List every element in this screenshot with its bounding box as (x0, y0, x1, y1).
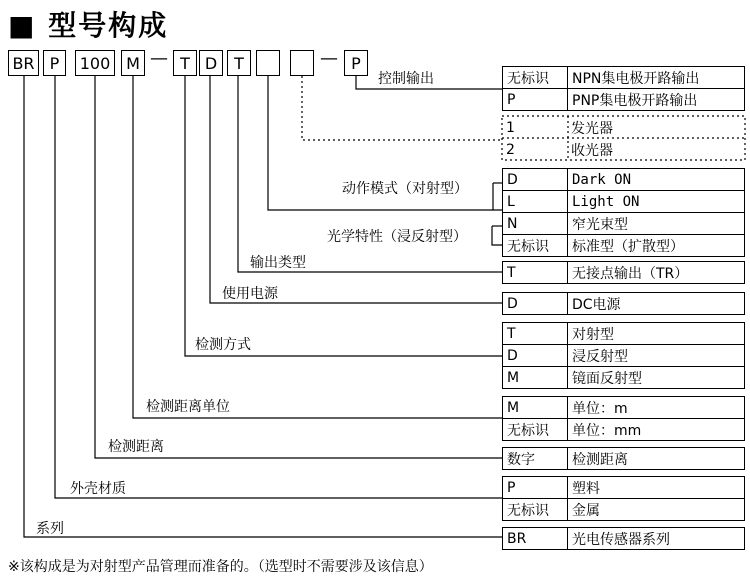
table-cell-desc: 光电传感器系列 (567, 527, 745, 550)
table-cell-code: D (502, 292, 568, 315)
table-cell-code: 2 (506, 141, 515, 158)
label-housing: 外壳材质 (70, 481, 126, 497)
code-segment-detection-method: T (173, 50, 197, 76)
table-cell-desc: 窄光束型 (567, 212, 745, 235)
table-cell-code: T (502, 261, 568, 284)
label-series: 系列 (36, 521, 64, 537)
table-cell-desc: 收光器 (571, 142, 613, 159)
code-segment-distance: 100 (75, 50, 115, 76)
table-cell-code: P (502, 88, 568, 111)
page-title: ■ 型号构成 (8, 9, 169, 42)
table-cell-code: L (502, 190, 568, 213)
table-cell-desc: Light ON (567, 190, 745, 213)
table-cell-desc: 对射型 (567, 322, 745, 345)
code-segment-power: D (199, 50, 223, 76)
code-segment-housing: P (43, 50, 66, 76)
table-cell-code: M (502, 396, 568, 419)
label-action-mode: 动作模式（对射型） (342, 181, 468, 197)
table-cell-desc: 塑料 (567, 476, 745, 499)
table-cell-code: 无标识 (502, 418, 568, 441)
label-power: 使用电源 (222, 286, 278, 302)
code-dash: — (320, 48, 338, 69)
code-segment-distance-unit: M (121, 50, 145, 76)
table-cell-desc: 单位：mm (567, 418, 745, 441)
code-segment-output-type: T (227, 50, 251, 76)
table-cell-desc: DC电源 (567, 292, 745, 315)
code-segment-output-control: P (344, 50, 368, 76)
table-cell-code: D (502, 344, 568, 367)
table-cell-code: T (502, 322, 568, 345)
code-dash: — (150, 48, 168, 69)
table-cell-desc: 发光器 (571, 120, 613, 137)
table-cell-code: 1 (506, 119, 515, 136)
table-cell-desc: 金属 (567, 498, 745, 521)
table-cell-desc: 检测距离 (567, 447, 745, 470)
table-cell-code: 无标识 (502, 234, 568, 257)
label-detection-method: 检测方式 (195, 337, 251, 353)
footnote: ※该构成是为对射型产品管理而准备的。（选型时不需要涉及该信息） (8, 559, 433, 575)
label-optical-feature: 光学特性（浸反射型） (327, 229, 467, 245)
table-cell-desc: PNP集电极开路输出 (567, 88, 745, 111)
table-cell-desc: 标准型（扩散型） (567, 234, 745, 257)
label-distance: 检测距离 (108, 439, 164, 455)
table-cell-code: N (502, 212, 568, 235)
table-cell-desc: 镜面反射型 (567, 366, 745, 389)
table-cell-desc: 无接点输出（TR） (567, 261, 745, 284)
table-cell-desc: 单位：m (567, 396, 745, 419)
table-cell-code: M (502, 366, 568, 389)
code-segment-series: BR (8, 50, 39, 76)
table-cell-code: BR (502, 527, 568, 550)
table-cell-code: 数字 (502, 447, 568, 470)
table-cell-code: 无标识 (502, 498, 568, 521)
table-cell-desc: NPN集电极开路输出 (567, 66, 745, 89)
label-distance-unit: 检测距离单位 (146, 399, 230, 415)
table-cell-code: D (502, 168, 568, 191)
table-cell-code: P (502, 476, 568, 499)
label-output-control: 控制输出 (378, 71, 434, 87)
table-cell-code: 无标识 (502, 66, 568, 89)
table-cell-desc: Dark ON (567, 168, 745, 191)
code-segment-emitter (290, 50, 314, 76)
table-cell-desc: 浸反射型 (567, 344, 745, 367)
label-output-type: 输出类型 (250, 255, 306, 271)
code-segment-mode (256, 50, 280, 76)
